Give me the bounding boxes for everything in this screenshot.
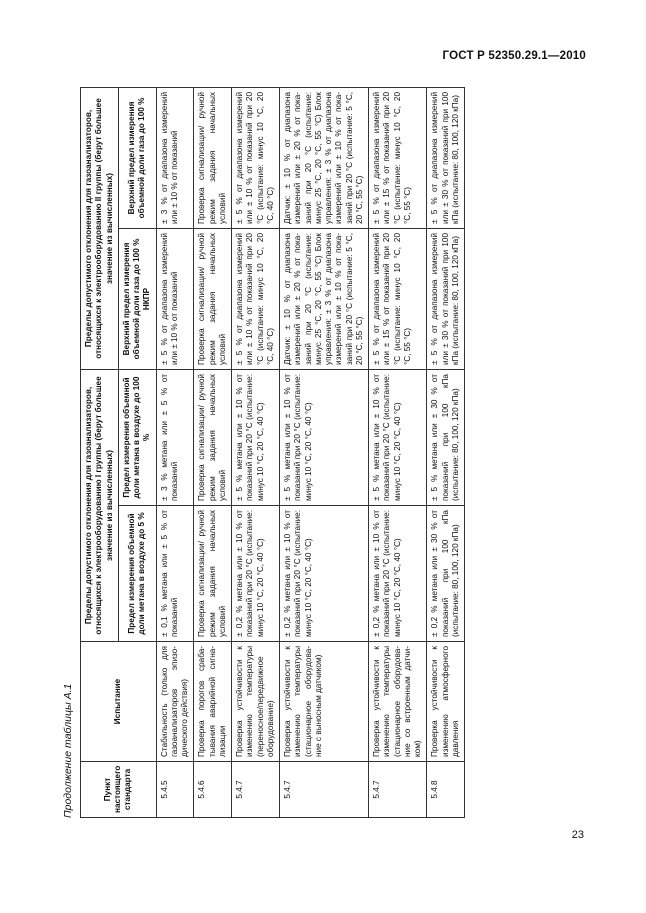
requirements-table [80, 87, 465, 818]
column-header-g2-high: Верхний предел измерения объемной доли газа до 100 % [118, 87, 156, 228]
table-header-row [81, 87, 119, 817]
cell-test: Проверка устойчивости к изменению температуры (переносное/передвижное оборудование) [232, 642, 280, 762]
cell-test: Проверка устойчивости к изменению температуры (стационарное оборудование с выносным датчиком) [280, 642, 369, 762]
column-header-test: Испытание [81, 642, 157, 762]
cell-g2-high: ± 5 % от диапазона измерений или ± 15 % от показаний при 20 °С (испытание: минус 10 °С, 20 °С, 55 °С) [369, 87, 427, 228]
cell-clause: 5.4.5 [156, 762, 194, 818]
page-number: 23 [571, 829, 584, 841]
column-header-clause: Пункт настоящего стандарта [81, 762, 157, 818]
cell-g1-low: ± 0,2 % метана или ± 10 % от показаний при 20 °С (испытание: минус 10 °С, 20 °С, 40 °С) [232, 506, 280, 642]
cell-g1-high: ± 3 % метана или ± 5 % от показаний [156, 370, 194, 506]
cell-g2-high: ± 3 % от диапазона измерений или ± 10 % от показаний [156, 87, 194, 228]
table-row [232, 87, 280, 817]
cell-clause: 5.4.6 [194, 762, 232, 818]
cell-g2-low: ± 5 % от диапазона измерений или ± 10 % от показаний при 20 °С (испытание: минус 10 °С, 20 °С, 40 °С) [232, 229, 280, 370]
table-row [156, 87, 194, 817]
cell-g2-low: Датчик: ± 10 % от диапазона измерений или ± 20 % от показаний при 20 °С (испытание: минус 25 °С, 20 °С, 55 °С) Блок управления: ± 3 % от диапазона измерений или ± 10 % от показаний при 20 °С (испытание: 5 °С, 20 °С, 55 °С) [280, 229, 369, 370]
cell-g1-low: ± 0,2 % метана или ± 10 % от показаний при 20 °С (испытание: минус 10 °С, 20 °С, 40 °С) [280, 506, 369, 642]
column-header-g1-high: Предел измерения объемной доли метана в воздухе до 100 % [118, 370, 156, 506]
table-caption: Продолжение таблицы А.1 [62, 683, 74, 818]
cell-g2-high: Проверка сигнализации/ ручной режим задания начальных условий [194, 87, 232, 228]
cell-g1-high: ± 5 % метана или ± 10 % от показаний при 20 °С (испытание: минус 10 °С, 20 °С, 40 °С) [232, 370, 280, 506]
cell-g1-low: ± 0,1 % метана или ± 5 % от показаний [156, 506, 194, 642]
column-header-g2-low: Верхний предел измерения объемной доли газа до 100 % НКПР [118, 229, 156, 370]
cell-clause: 5.4.7 [280, 762, 369, 818]
table-row [194, 87, 232, 817]
cell-g2-high: Датчик: ± 10 % от диапазона измерений или ± 20 % от показаний при 20 °С (испытание: минус 25 °С, 20 °С, 55 °С) Блок управления: ± 3 % от диапазона измерений или ± 10 % от показаний при 20 °С (испытание: 5 °С, 20 °С, 55 °С) [280, 87, 369, 228]
cell-g2-low: Проверка сигнализации/ ручной режим задания начальных условий [194, 229, 232, 370]
cell-g1-high: Проверка сигнализации/ ручной режим задания начальных условий [194, 370, 232, 506]
rotated-table-frame [58, 88, 578, 818]
cell-g1-low: Проверка сигнализации/ ручной режим задания начальных условий [194, 506, 232, 642]
table-area [58, 88, 578, 818]
cell-g2-low: ± 5 % от диапазона измерений или ± 30 % от показаний при 100 кПа (испытание: 80, 100, 120 кПа) [427, 229, 465, 370]
cell-g1-high: ± 5 % метана или ± 30 % от показаний при 100 кПа (испытание: 80, 100, 120 кПа) [427, 370, 465, 506]
column-header-group1: Пределы допустимого отклонения для газоанализаторов, относящихся к электрооборудованию I группы (берут большее значение из вычисленных) [81, 370, 119, 642]
cell-g2-high: ± 5 % от диапазона измерений или ± 10 % от показаний при 20 °С (испытание: минус 10 °С, 20 °С, 40 °С) [232, 87, 280, 228]
cell-g1-low: ± 0,2 % метана или ± 10 % от показаний при 20 °С (испытание: минус 10 °С, 20 °С, 40 °С) [369, 506, 427, 642]
cell-test: Проверка устойчивости к изменению атмосферного давления [427, 642, 465, 762]
table-row [427, 87, 465, 817]
cell-test: Проверка устойчивости к изменению температуры (стационарное оборудование со встроенным датчиком) [369, 642, 427, 762]
cell-clause: 5.4.8 [427, 762, 465, 818]
cell-g1-high: ± 5 % метана или ± 10 % от показаний при 20 °С (испытание: минус 10 °С, 20 °С, 40 °С) [369, 370, 427, 506]
cell-test: Стабильность (только для газоанализаторов эпизодического действия) [156, 642, 194, 762]
cell-g1-high: ± 5 % метана или ± 10 % от показаний при 20 °С (испытание: минус 10 °С, 20 °С, 40 °С) [280, 370, 369, 506]
cell-test: Проверка порогов срабатывания аварийной сигнализации [194, 642, 232, 762]
column-header-g1-low: Предел измерения объемной доли метана в воздухе до 5 % [118, 506, 156, 642]
column-header-group2: Пределы допустимого отклонения для газоанализаторов, относящихся к электрооборудованию II группы (берут большее значение из вычисленных) [81, 87, 119, 369]
cell-clause: 5.4.7 [232, 762, 280, 818]
cell-g2-low: ± 5 % от диапазона измерений или ± 10 % от показаний [156, 229, 194, 370]
cell-clause: 5.4.7 [369, 762, 427, 818]
table-row [369, 87, 427, 817]
table-row [280, 87, 369, 817]
cell-g2-high: ± 5 % от диапазона измерений или ± 30 % от показаний при 100 кПа (испытание: 80, 100, 120 кПа) [427, 87, 465, 228]
cell-g2-low: ± 5 % от диапазона измерений или ± 15 % от показаний при 20 °С (испытание: минус 10 °С, 20 °С, 55 °С) [369, 229, 427, 370]
cell-g1-low: ± 0,2 % метана или ± 30 % от показаний при 100 кПа (испытание: 80, 100, 120 кПа) [427, 506, 465, 642]
standard-title: ГОСТ Р 52350.29.1—2010 [442, 50, 586, 62]
